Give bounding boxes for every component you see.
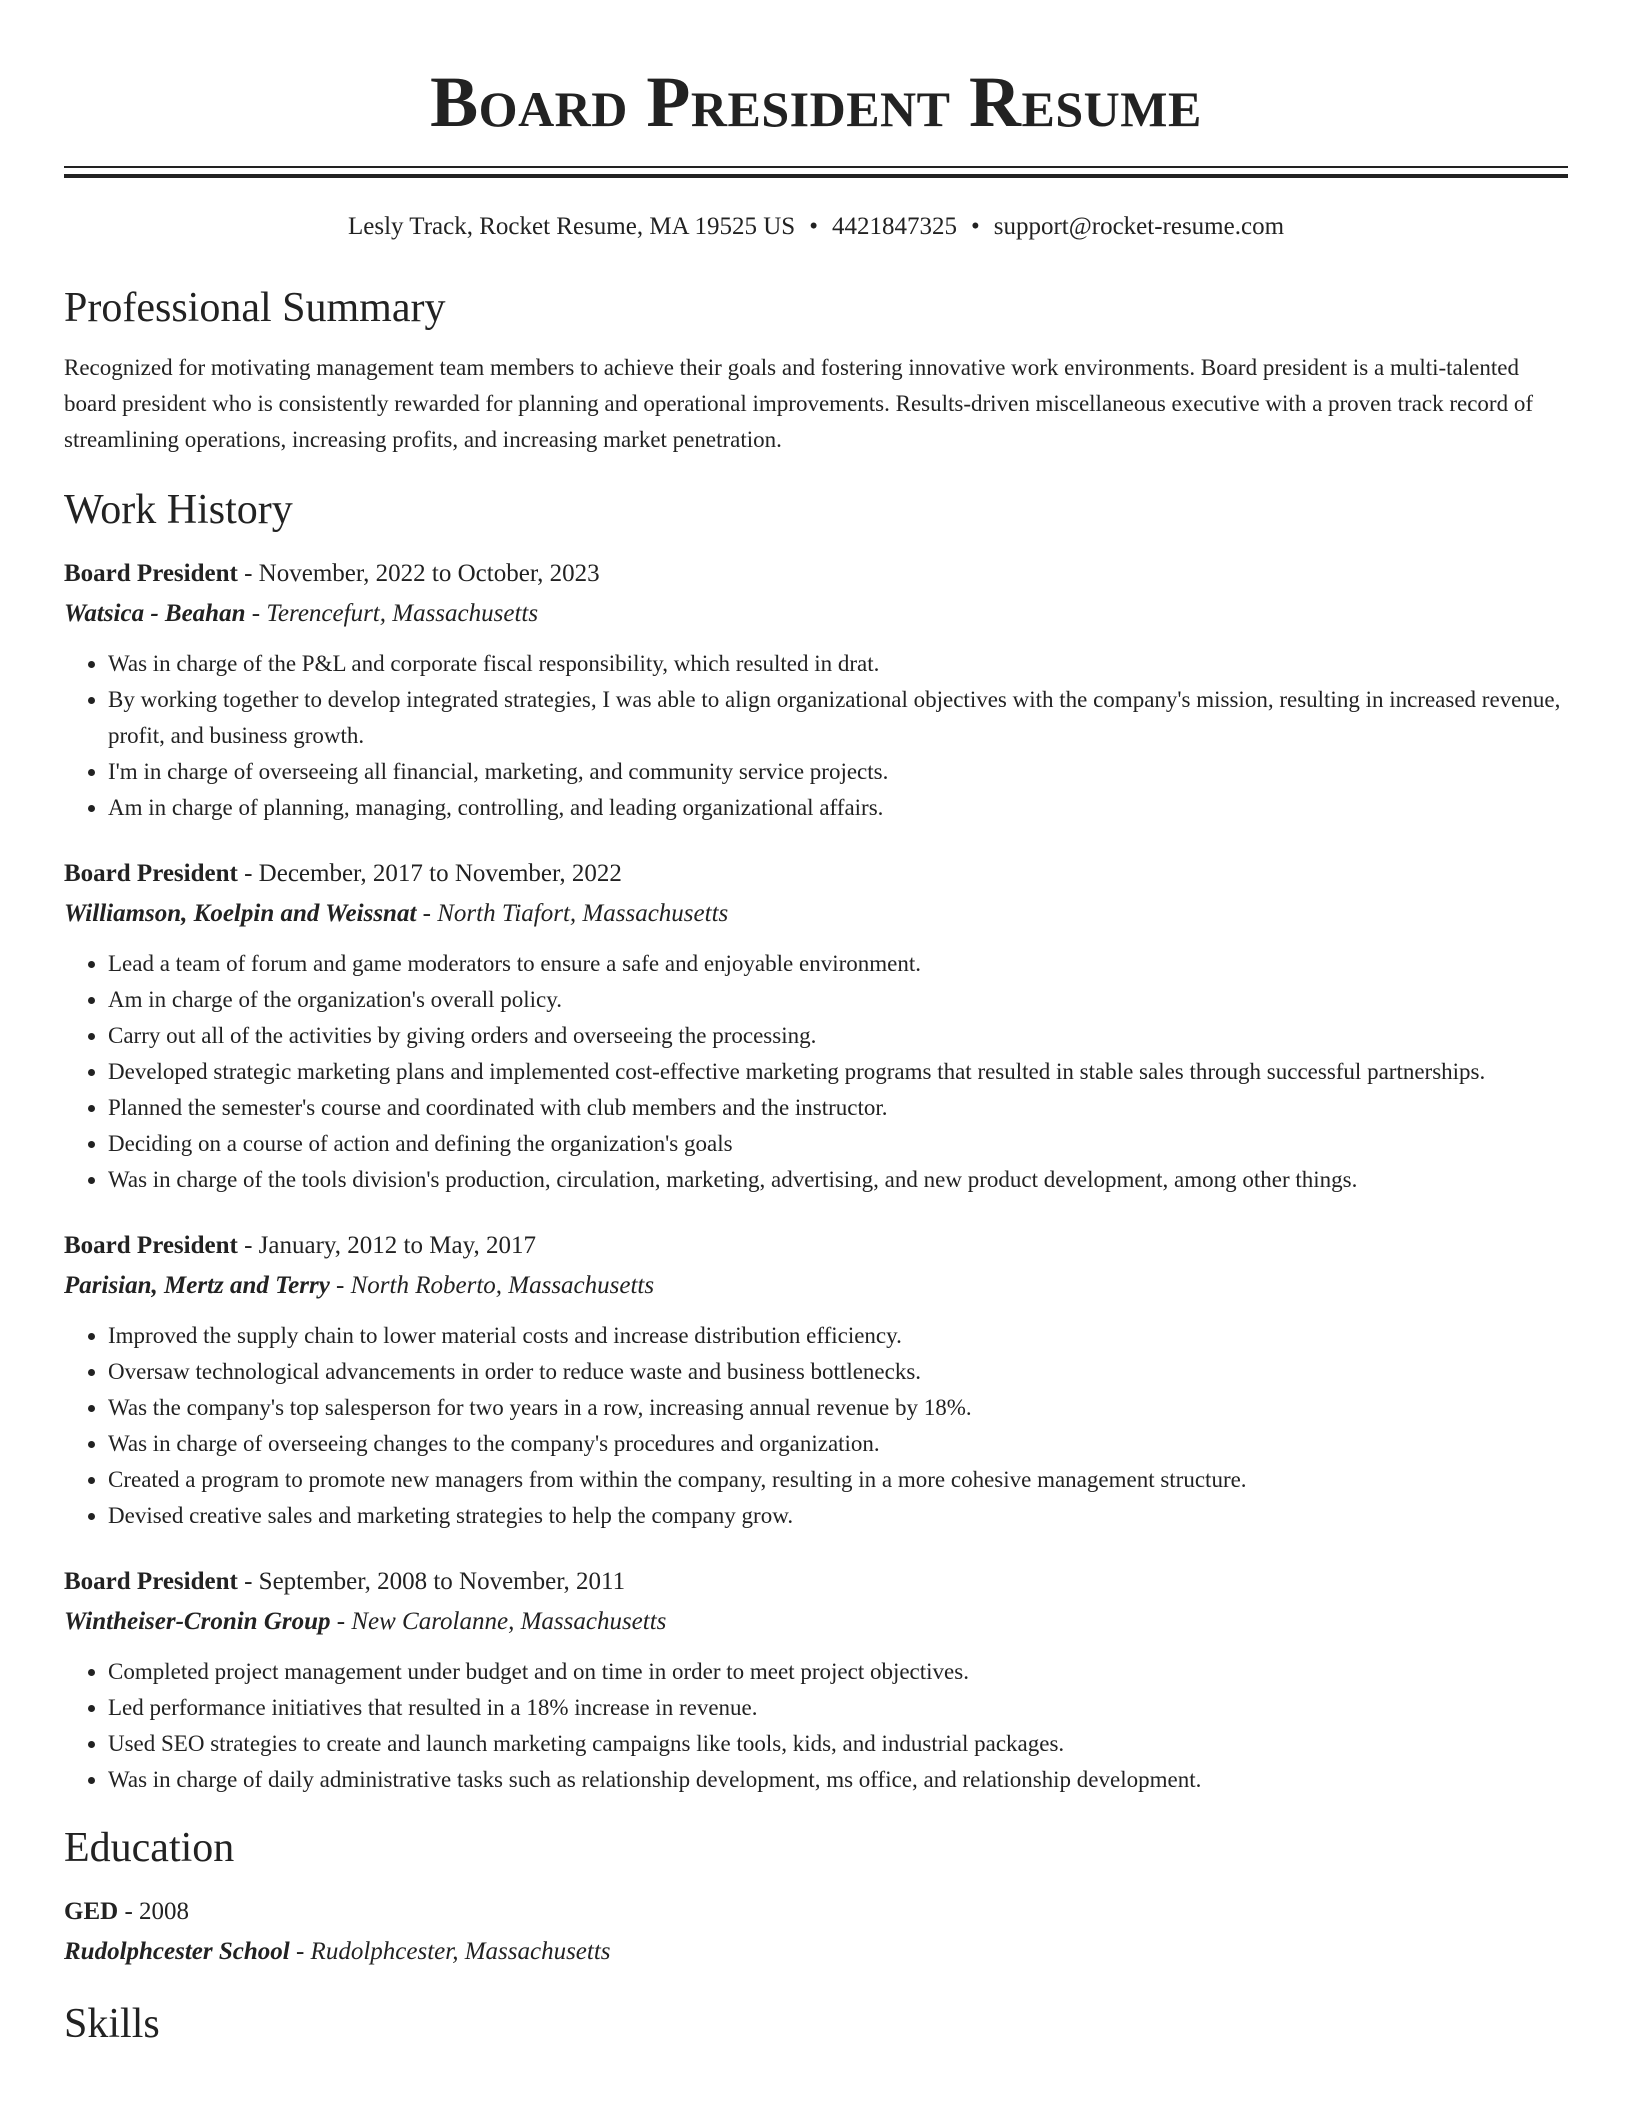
job-title-line <box>64 1564 1568 1600</box>
education-degree: GED <box>64 1898 119 1925</box>
job-company: Williamson, Koelpin and Weissnat <box>64 900 417 927</box>
job-dates: - September, 2008 to November, 2011 <box>237 1568 626 1595</box>
job-title: Board President <box>64 860 238 887</box>
list-item: • Am in charge of planning, managing, controlling, and leading organizational affairs. <box>108 790 1568 826</box>
job-title-line <box>64 556 1568 592</box>
job-location: - North Roberto, Massachusetts <box>329 1272 655 1299</box>
job-dates: - January, 2012 to May, 2017 <box>237 1232 536 1259</box>
education-location: - Rudolphcester, Massachusetts <box>289 1938 611 1965</box>
list-item: • By working together to develop integrated strategies, I was able to align organizational objectives with the company's mission, resulting in increased revenue, profit, and business growth. <box>108 682 1568 754</box>
contact-phone: 4421847325 <box>831 213 957 240</box>
title-divider-top <box>64 166 1568 168</box>
list-item: • Was the company's top salesperson for two years in a row, increasing annual revenue by 18%. <box>108 1390 1568 1426</box>
education-degree-line <box>64 1894 1568 1930</box>
list-item: • I'm in charge of overseeing all financial, marketing, and community service projects. <box>108 754 1568 790</box>
list-item: • Deciding on a course of action and defining the organization's goals <box>108 1126 1568 1162</box>
list-item: • Completed project management under budget and on time in order to meet project objectives. <box>108 1654 1568 1690</box>
job-title: Board President <box>64 1232 238 1259</box>
job-location: - North Tiafort, Massachusetts <box>416 900 729 927</box>
list-item: • Used SEO strategies to create and launch marketing campaigns like tools, kids, and industrial packages. <box>108 1726 1568 1762</box>
skills-heading: Skills <box>64 2001 160 2047</box>
list-item: • Carry out all of the activities by giving orders and overseeing the processing. <box>108 1018 1568 1054</box>
job-company-line <box>64 896 1568 932</box>
list-item: • Was in charge of daily administrative tasks such as relationship development, ms office, and relationship development. <box>108 1762 1568 1798</box>
title-divider-bottom <box>64 174 1568 178</box>
contact-separator: • <box>809 213 818 240</box>
job-title: Board President <box>64 560 238 587</box>
job-entry <box>64 1564 1568 1798</box>
job-company-line <box>64 596 1568 632</box>
job-entry <box>64 556 1568 826</box>
summary-text: Recognized for motivating management team members to achieve their goals and fostering innovative work environments. Board president is a multi-talented board president who is consistently rewarded for planning and operational improvements. Results-driven miscellaneous executive with a proven track record of streamlining operations, increasing profits, and increasing market penetration. <box>64 355 1534 452</box>
job-bullets <box>64 646 1568 826</box>
contact-address: Lesly Track, Rocket Resume, MA 19525 US <box>347 213 796 240</box>
education-school: Rudolphcester School <box>64 1938 290 1965</box>
list-item: • Lead a team of forum and game moderators to ensure a safe and enjoyable environment. <box>108 946 1568 982</box>
list-item: • Was in charge of the P&L and corporate fiscal responsibility, which resulted in drat. <box>108 646 1568 682</box>
job-title-line <box>64 856 1568 892</box>
job-title: Board President <box>64 1568 238 1595</box>
job-dates: - December, 2017 to November, 2022 <box>237 860 622 887</box>
job-company-line <box>64 1268 1568 1304</box>
list-item: • Improved the supply chain to lower material costs and increase distribution efficiency. <box>108 1318 1568 1354</box>
list-item: • Devised creative sales and marketing strategies to help the company grow. <box>108 1498 1568 1534</box>
contact-info <box>64 212 1568 242</box>
job-bullets <box>64 946 1568 1198</box>
summary-heading: Professional Summary <box>64 285 446 331</box>
contact-separator: • <box>970 213 980 240</box>
education-entry <box>64 1894 1568 1970</box>
list-item: • Was in charge of overseeing changes to the company's procedures and organization. <box>108 1426 1568 1462</box>
list-item: • Developed strategic marketing plans and implemented cost-effective marketing programs that resulted in stable sales through successful partnerships. <box>108 1054 1568 1090</box>
list-item: • Was in charge of the tools division's production, circulation, marketing, advertising, and new product development, among other things. <box>108 1162 1568 1198</box>
job-location: - New Carolanne, Massachusetts <box>330 1608 667 1635</box>
list-item: • Planned the semester's course and coordinated with club members and the instructor. <box>108 1090 1568 1126</box>
job-company: Parisian, Mertz and Terry <box>64 1272 330 1299</box>
list-item: • Created a program to promote new managers from within the company, resulting in a more cohesive management structure. <box>108 1462 1568 1498</box>
job-title-line <box>64 1228 1568 1264</box>
list-item: • Am in charge of the organization's overall policy. <box>108 982 1568 1018</box>
work-history-heading: Work History <box>64 487 293 533</box>
list-item: • Led performance initiatives that resulted in a 18% increase in revenue. <box>108 1690 1568 1726</box>
education-heading: Education <box>64 1825 235 1871</box>
job-company-line <box>64 1604 1568 1640</box>
job-entry <box>64 856 1568 1198</box>
job-dates: - November, 2022 to October, 2023 <box>237 560 600 587</box>
job-company: Watsica - Beahan <box>64 600 246 627</box>
page-title: Board President Resume <box>430 62 1202 142</box>
job-bullets <box>64 1318 1568 1534</box>
job-bullets <box>64 1654 1568 1798</box>
list-item: • Oversaw technological advancements in order to reduce waste and business bottlenecks. <box>108 1354 1568 1390</box>
job-company: Wintheiser-Cronin Group <box>64 1608 331 1635</box>
contact-email: support@rocket-resume.com <box>993 213 1285 240</box>
education-school-line <box>64 1934 1568 1970</box>
job-entry <box>64 1228 1568 1534</box>
education-year: - 2008 <box>118 1898 190 1925</box>
job-location: - Terencefurt, Massachusetts <box>245 600 539 627</box>
